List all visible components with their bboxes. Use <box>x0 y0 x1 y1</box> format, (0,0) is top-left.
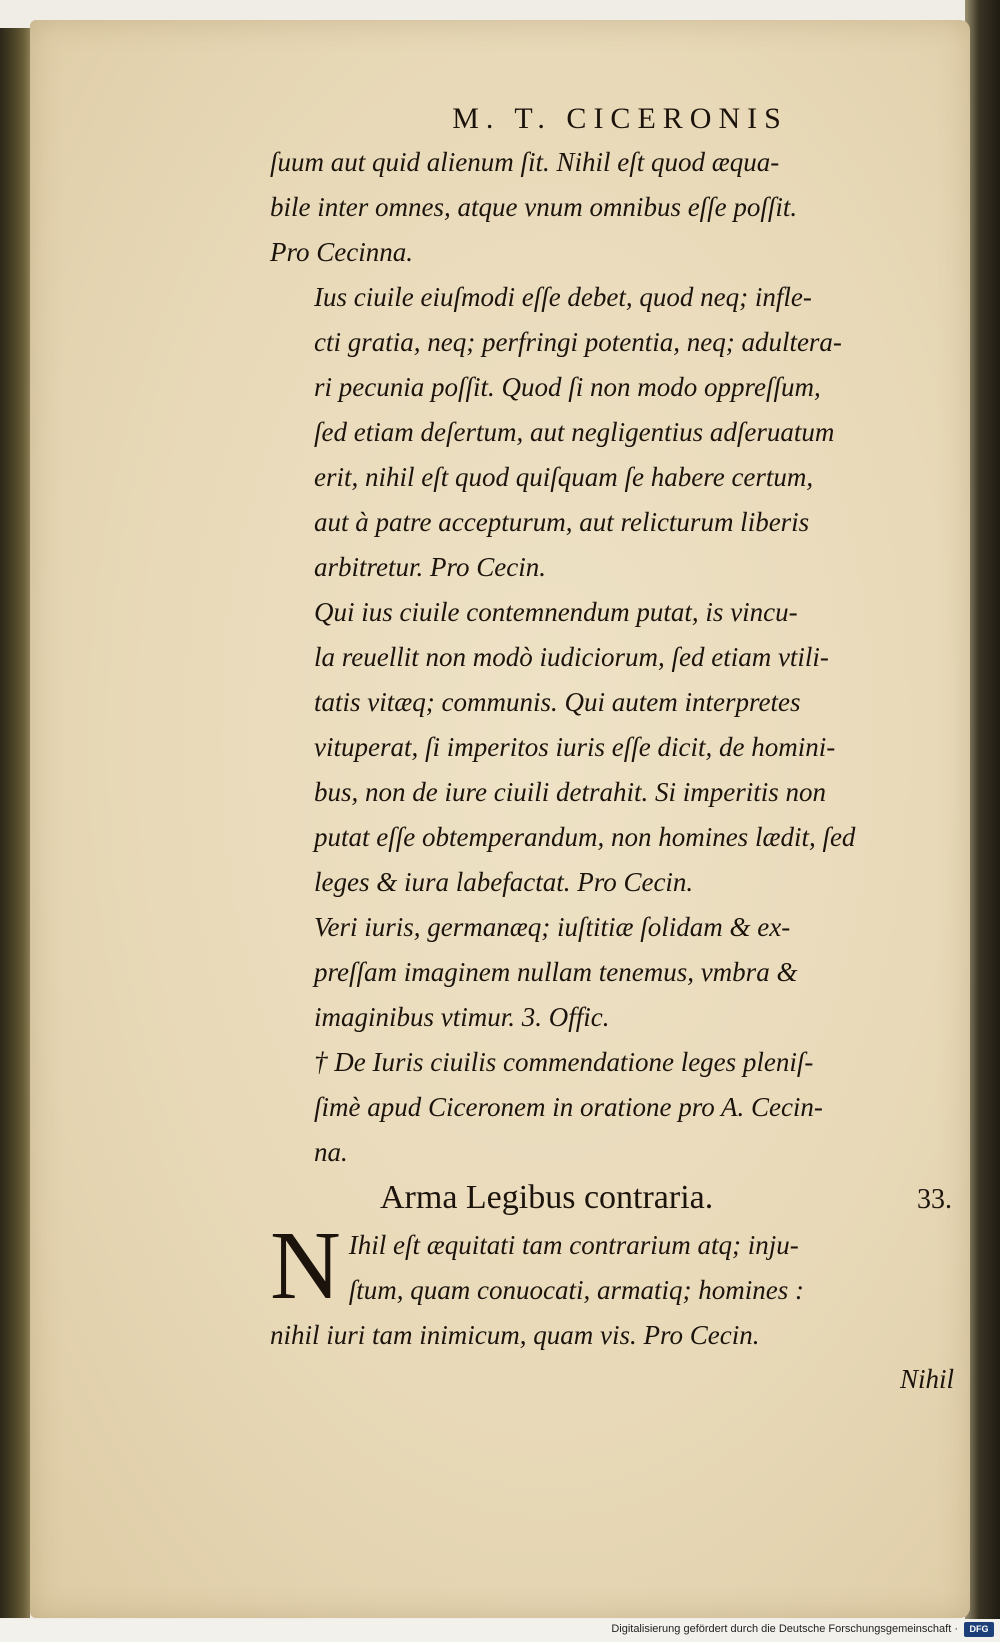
paragraph-4 <box>270 905 960 1040</box>
text-block <box>270 102 960 1394</box>
text-line: putat eſſe obtemperandum, non homines lædit, ſed <box>314 822 856 852</box>
text-line: ſimè apud Ciceronem in oratione pro A. Cecin- <box>314 1092 823 1122</box>
text-line: bus, non de iure ciuili detrahit. Si imperitis non <box>314 777 826 807</box>
text-line: arbitretur. Pro Cecin. <box>314 552 546 582</box>
funding-credit: Digitalisierung gefördert durch die Deutsche Forschungsgemeinschaft · <box>611 1623 958 1635</box>
section-heading-title: Arma Legibus contraria. <box>380 1179 714 1216</box>
book-edge-right <box>965 0 1000 1620</box>
text-line: ſed etiam deſertum, aut negligentius adſeruatum <box>314 417 835 447</box>
book-page <box>30 20 970 1618</box>
text-line: cti gratia, neq; perfringi potentia, neq; adultera- <box>314 327 842 357</box>
paragraph-2 <box>270 275 960 590</box>
text-line: Ius ciuile eiuſmodi eſſe debet, quod neq; infle- <box>314 282 812 312</box>
text-line: la reuellit non modò iudiciorum, ſed etiam vtili- <box>314 642 829 672</box>
book-edge-left <box>0 28 30 1618</box>
text-line: Pro Cecinna. <box>270 237 413 267</box>
text-line: Veri iuris, germanæq; iuſtitiæ ſolidam & ex- <box>314 912 791 942</box>
footer-bar <box>0 1619 1000 1642</box>
text-line: bile inter omnes, atque vnum omnibus eſſe poſſit. <box>270 192 798 222</box>
dfg-logo-icon: DFG <box>964 1622 994 1637</box>
text-line: erit, nihil eſt quod quiſquam ſe habere certum, <box>314 462 814 492</box>
section-lines <box>270 1212 960 1358</box>
section-text-line: nihil iuri tam inimicum, quam vis. Pro Cecin. <box>270 1320 760 1350</box>
text-line: Qui ius ciuile contemnendum putat, is vincu- <box>314 597 798 627</box>
paragraph-5 <box>270 1040 960 1175</box>
text-line: tatis vitæq; communis. Qui autem interpretes <box>314 687 801 717</box>
section-number: 33. <box>917 1184 952 1215</box>
text-line: † De Iuris ciuilis commendatione leges pleniſ- <box>314 1047 814 1077</box>
running-head: M. T. CICERONIS <box>452 102 788 135</box>
text-line: preſſam imaginem nullam tenemus, vmbra & <box>314 957 798 987</box>
text-line: ri pecunia poſſit. Quod ſi non modo oppreſſum, <box>314 372 821 402</box>
text-line: ſuum aut quid alienum ſit. Nihil eſt quod æqua- <box>270 147 780 177</box>
paragraph-3 <box>270 590 960 905</box>
text-line: vituperat, ſi imperitos iuris eſſe dicit, de homini- <box>314 732 836 762</box>
section-heading <box>270 1179 960 1217</box>
dropcap-letter: N <box>270 1212 341 1320</box>
section-paragraph <box>270 1212 960 1358</box>
section-text-line: Ihil eſt æquitati tam contrarium atq; inju- <box>348 1230 799 1260</box>
paragraphs <box>270 140 960 1175</box>
text-line: imaginibus vtimur. 3. Offic. <box>314 1002 610 1032</box>
paragraph-1 <box>270 140 960 275</box>
catchword: Nihil <box>899 1364 954 1394</box>
text-line: leges & iura labefactat. Pro Cecin. <box>314 867 694 897</box>
text-line: aut à patre accepturum, aut relicturum liberis <box>314 507 810 537</box>
section-text-line: ſtum, quam conuocati, armatiq; homines : <box>348 1275 804 1305</box>
text-line: na. <box>314 1137 348 1167</box>
